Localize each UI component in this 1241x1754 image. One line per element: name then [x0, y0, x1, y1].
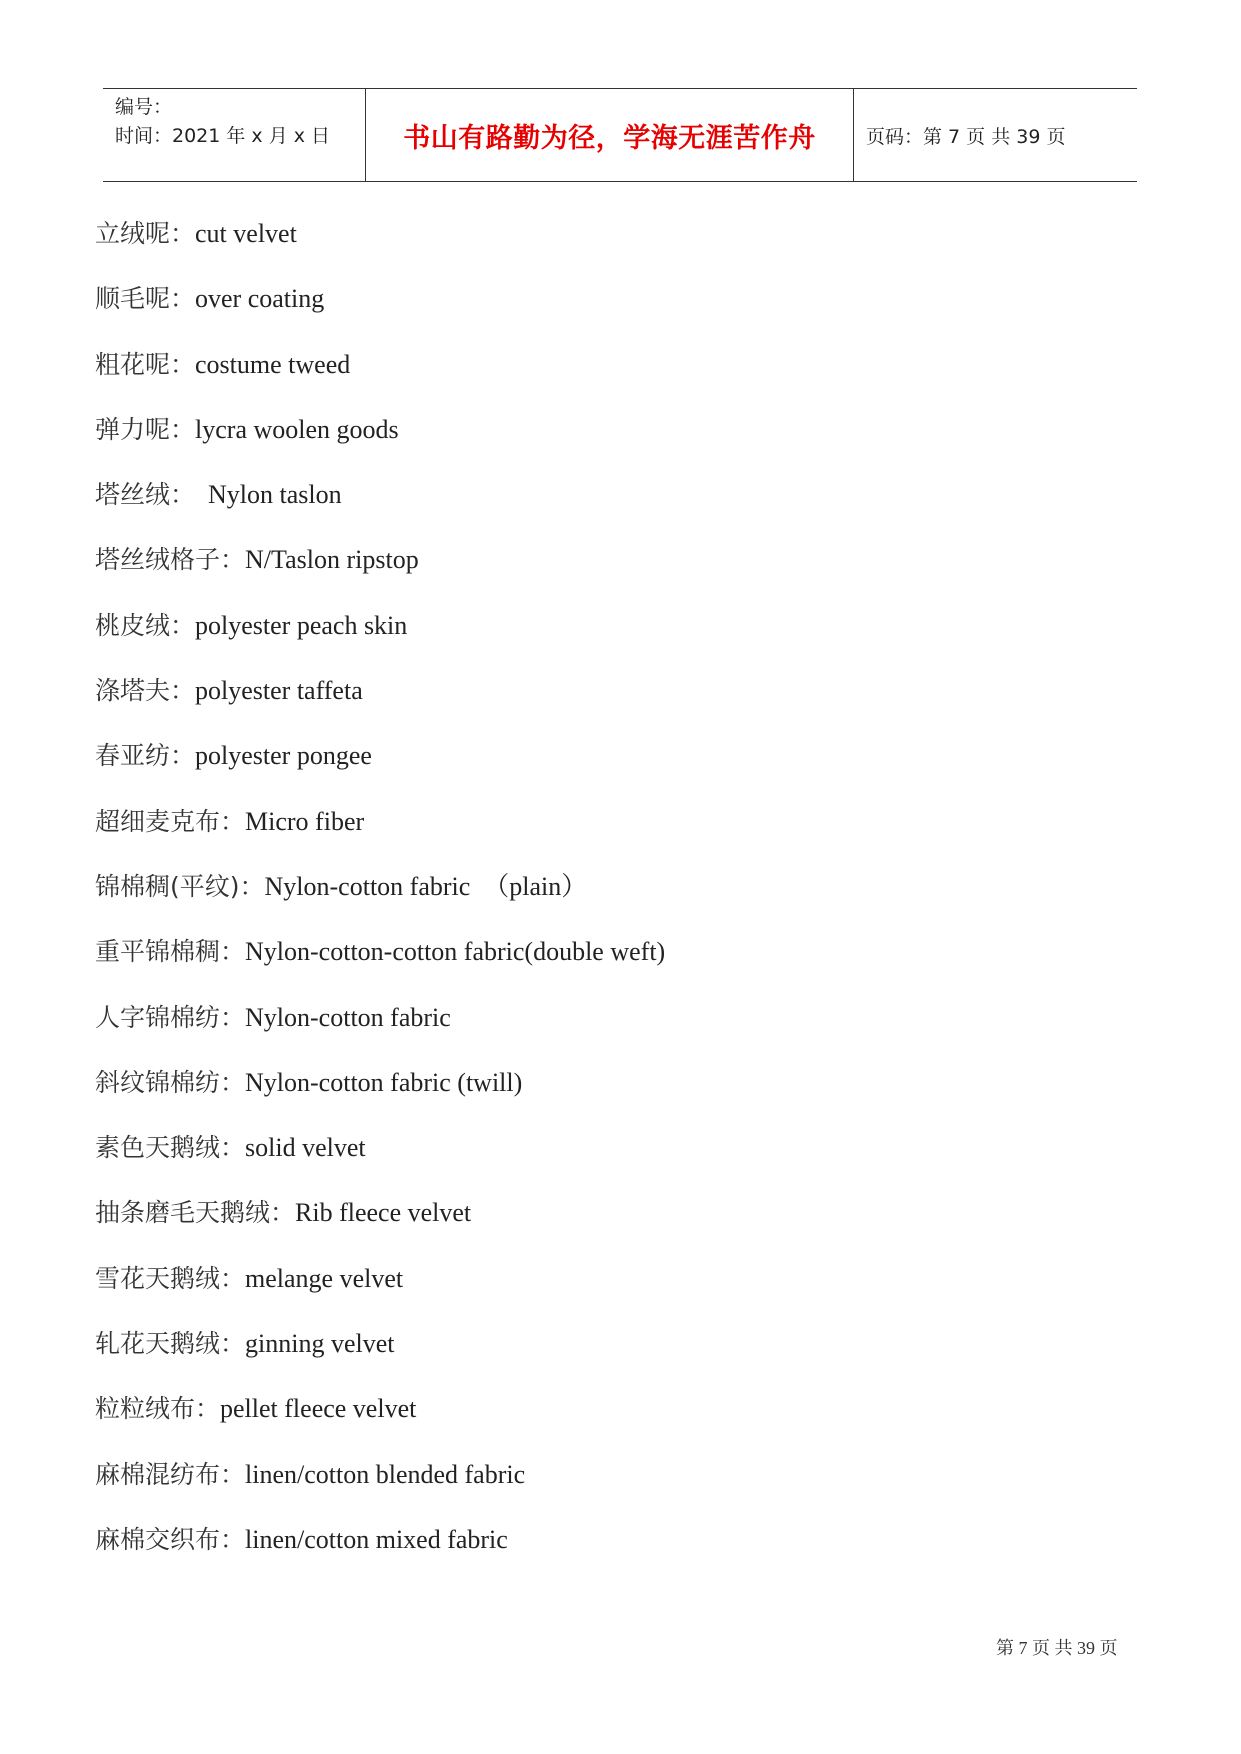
- term-chinese: 春亚纺：: [95, 741, 196, 771]
- term-english: polyester peach skin: [195, 610, 408, 640]
- term-english: Rib fleece velvet: [295, 1198, 472, 1228]
- glossary-entry: [95, 1259, 1135, 1324]
- glossary-entry: [95, 1193, 1135, 1258]
- term-chinese: 塔丝绒：: [95, 480, 196, 510]
- term-chinese: 重平锦棉稠：: [95, 937, 246, 967]
- glossary-list: [95, 214, 1135, 1585]
- document-header: [103, 88, 1137, 182]
- term-chinese: 锦棉稠(平纹)：: [95, 871, 265, 901]
- glossary-entry: [95, 1389, 1135, 1454]
- term-chinese: 人字锦棉纺：: [95, 1002, 246, 1032]
- term-english: N/Taslon ripstop: [245, 545, 419, 575]
- page-footer: 第 7 页 共 39 页: [996, 1638, 1118, 1658]
- term-chinese: 抽条磨毛天鹅绒：: [95, 1198, 296, 1228]
- term-english: ginning velvet: [245, 1329, 395, 1359]
- glossary-entry: [95, 1455, 1135, 1520]
- glossary-entry: [95, 214, 1135, 279]
- term-chinese: 桃皮绒：: [95, 610, 196, 640]
- glossary-entry: [95, 932, 1135, 997]
- term-english: linen/cotton blended fabric: [245, 1459, 526, 1489]
- glossary-entry: [95, 606, 1135, 671]
- term-english: pellet fleece velvet: [220, 1394, 417, 1424]
- term-english: costume tweed: [195, 349, 351, 379]
- term-chinese: 雪花天鹅绒：: [95, 1263, 246, 1293]
- term-english: melange velvet: [245, 1263, 404, 1293]
- header-motto: 书山有路勤为径，学海无涯苦作舟: [366, 89, 854, 181]
- term-chinese: 斜纹锦棉纺：: [95, 1067, 246, 1097]
- glossary-entry: [95, 671, 1135, 736]
- serial-number-label: 编号：: [115, 96, 173, 118]
- glossary-entry: [95, 1520, 1135, 1585]
- term-chinese: 弹力呢：: [95, 414, 196, 444]
- term-chinese: 麻棉混纺布：: [95, 1459, 246, 1489]
- glossary-entry: [95, 1128, 1135, 1193]
- glossary-entry: [95, 1063, 1135, 1128]
- term-chinese: 顺毛呢：: [95, 284, 196, 314]
- glossary-entry: [95, 475, 1135, 540]
- glossary-entry: [95, 867, 1135, 932]
- term-chinese: 粗花呢：: [95, 349, 196, 379]
- term-chinese: 粒粒绒布：: [95, 1394, 221, 1424]
- term-chinese: 素色天鹅绒：: [95, 1133, 246, 1163]
- glossary-entry: [95, 736, 1135, 801]
- glossary-entry: [95, 998, 1135, 1063]
- term-english: solid velvet: [245, 1133, 366, 1163]
- glossary-entry: [95, 802, 1135, 867]
- term-english: over coating: [195, 284, 325, 314]
- term-chinese: 轧花天鹅绒：: [95, 1329, 246, 1359]
- term-english: polyester pongee: [195, 741, 372, 771]
- term-english: Nylon-cotton fabric: [245, 1002, 451, 1032]
- term-chinese: 超细麦克布：: [95, 806, 246, 836]
- glossary-entry: [95, 279, 1135, 344]
- glossary-entry: [95, 410, 1135, 475]
- term-chinese: 涤塔夫：: [95, 676, 196, 706]
- header-page-info: 页码：第 7 页 共 39 页: [866, 125, 1066, 148]
- term-english: polyester taffeta: [195, 676, 363, 706]
- glossary-entry: [95, 345, 1135, 410]
- header-meta-cell: [103, 89, 366, 181]
- term-english: Micro fiber: [245, 806, 365, 836]
- term-english: Nylon taslon: [195, 480, 342, 510]
- term-english: Nylon-cotton fabric （plain）: [264, 871, 588, 901]
- term-english: lycra woolen goods: [195, 414, 399, 444]
- term-english: Nylon-cotton fabric (twill): [245, 1067, 523, 1097]
- term-english: linen/cotton mixed fabric: [245, 1524, 508, 1554]
- term-english: cut velvet: [195, 219, 297, 248]
- term-chinese: 麻棉交织布：: [95, 1524, 246, 1554]
- term-english: Nylon-cotton-cotton fabric(double weft): [245, 937, 666, 967]
- term-chinese: 塔丝绒格子：: [95, 545, 246, 575]
- time-label: 时间：2021 年 x 月 x 日: [115, 125, 331, 147]
- term-chinese: 立绒呢：: [95, 219, 196, 248]
- glossary-entry: [95, 1324, 1135, 1389]
- glossary-entry: [95, 540, 1135, 605]
